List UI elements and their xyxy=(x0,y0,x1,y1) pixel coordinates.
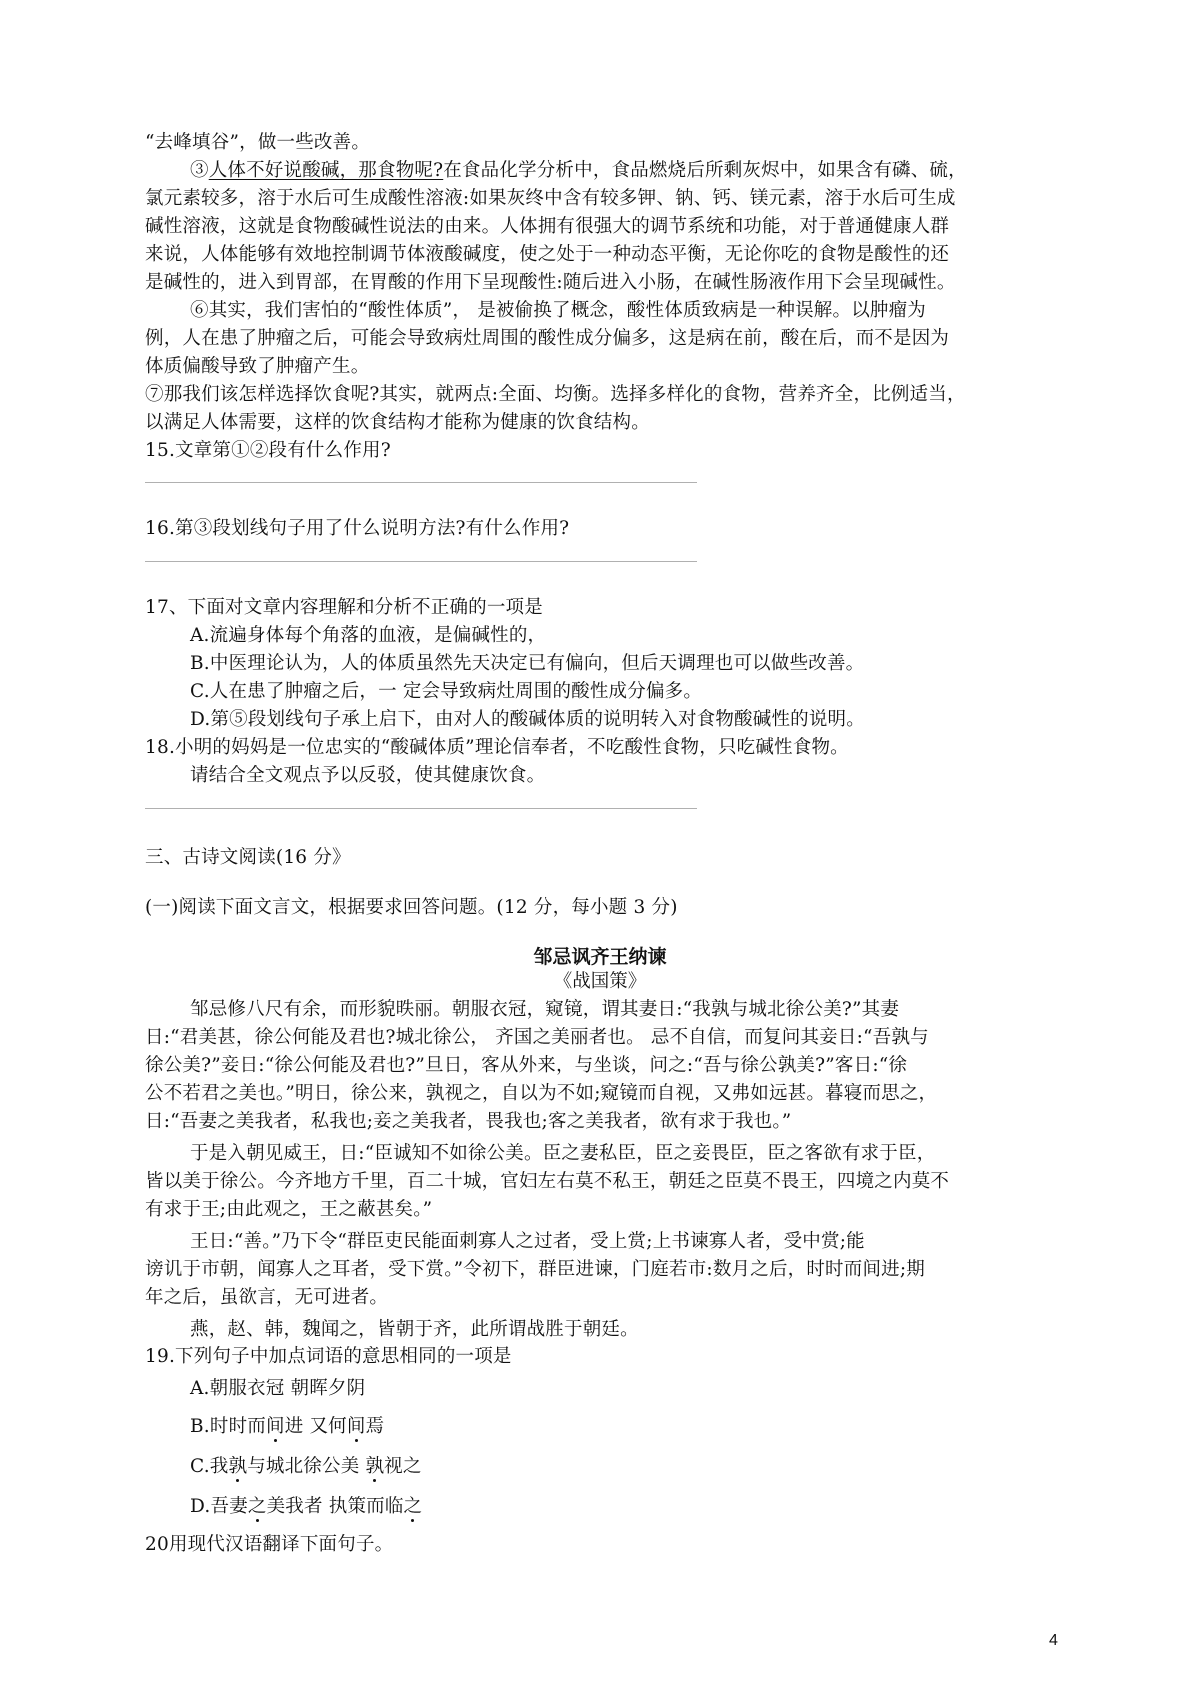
option-text: D.吾妻 xyxy=(190,1496,248,1517)
answer-line xyxy=(145,808,697,809)
question-18: 18.小明的妈妈是一位忠实的“酸碱体质”理论信奉者，不吃酸性食物，只吃碱性食物。 xyxy=(145,737,849,758)
dotted-word: 之 xyxy=(247,1496,267,1517)
passage-line: 年之后，虽欲言，无可进者。 xyxy=(145,1287,389,1308)
passage-line: 于是入朝见威王，日:“臣诚知不如徐公美。臣之妻私臣，臣之妾畏臣，臣之客欲有求于臣， xyxy=(190,1143,936,1164)
option-text: B.时时而 xyxy=(190,1416,266,1437)
answer-line xyxy=(145,482,697,483)
option-text: 美我者 执策而临 xyxy=(266,1496,404,1517)
question-18-continued: 请结合全文观点予以反驳，使其健康饮食。 xyxy=(190,765,546,786)
question-15: 15.文章第①②段有什么作用? xyxy=(145,440,391,461)
option-b xyxy=(190,1412,384,1442)
article-line: 碱性溶液，这就是食物酸碱性说法的由来。人体拥有很强大的调节系统和功能，对于普通健康人群 xyxy=(145,216,950,237)
dotted-word: 孰 xyxy=(228,1456,248,1477)
passage-title: 邹忌讽齐王纳谏 xyxy=(533,946,667,968)
option-text: 焉 xyxy=(365,1416,385,1437)
passage-line: 公不若君之美也。”明日，徐公来，孰视之，自以为不如;窥镜而自视，又弗如远甚。暮寝而思之， xyxy=(145,1083,938,1104)
option-a: A.流遍身体每个角落的血液，是偏碱性的， xyxy=(190,625,547,646)
passage-line: 日:“吾妻之美我者，私我也;妾之美我者，畏我也;客之美我者，欲有求于我也。” xyxy=(145,1111,792,1132)
option-c xyxy=(190,1452,422,1482)
passage-line: 日:“君美甚，徐公何能及君也?城北徐公， 齐国之美丽者也。 忌不自信，而复问其妾日:“吾孰与 xyxy=(145,1027,929,1048)
passage-source: 《战国策》 xyxy=(553,971,647,992)
option-text: 视之 xyxy=(384,1456,422,1477)
underlined-sentence: 人体不好说酸碱，那食物呢? xyxy=(208,160,444,181)
passage-line: 邹忌修八尺有余，而形貌昳丽。朝服衣冠，窥镜，谓其妻日:“我孰与城北徐公美?”其妻 xyxy=(190,999,900,1020)
article-line: 体质偏酸导致了肿瘤产生。 xyxy=(145,356,370,377)
paragraph-marker: ③ xyxy=(190,160,209,181)
question-20: 20用现代汉语翻译下面句子。 xyxy=(145,1534,394,1555)
option-d: D.第⑤段划线句子承上启下，由对人的酸碱体质的说明转入对食物酸碱性的说明。 xyxy=(190,709,865,730)
option-d xyxy=(190,1492,422,1522)
article-line: 是碱性的，进入到胃部，在胃酸的作用下呈现酸性:随后进入小肠，在碱性肠液作用下会呈现碱性。 xyxy=(145,272,956,293)
answer-line xyxy=(145,561,697,562)
article-line xyxy=(190,156,967,186)
section-heading: 三、古诗文阅读(16 分》 xyxy=(145,847,351,868)
option-text: 进 又何 xyxy=(284,1416,347,1437)
option-text: C.我 xyxy=(190,1456,229,1477)
passage-line: 徐公美?”妾日:“徐公何能及君也?”旦日，客从外来，与坐谈，问之:“吾与徐公孰美?”客日:“徐 xyxy=(145,1055,908,1076)
page-number: 4 xyxy=(1049,1632,1058,1649)
passage-line: 谤讥于市朝，闻寡人之耳者，受下赏。”令初下，群臣进谏，门庭若市:数月之后，时时而间进;期 xyxy=(145,1259,925,1280)
option-a: A.朝服衣冠 朝晖夕阴 xyxy=(190,1378,366,1399)
dotted-word: 之 xyxy=(403,1496,423,1517)
passage-line: 皆以美于徐公。今齐地方千里，百二十城，官妇左右莫不私王，朝廷之臣莫不畏王，四境之内莫不 xyxy=(145,1171,950,1192)
article-line: ⑥其实，我们害怕的“酸性体质”， 是被偷换了概念，酸性体质致病是一种误解。以肿瘤为 xyxy=(190,300,926,321)
dotted-word: 间 xyxy=(346,1416,366,1437)
article-line: “去峰填谷”，做一些改善。 xyxy=(145,132,371,153)
option-b: B.中医理论认为，人的体质虽然先天决定已有偏向，但后天调理也可以做些改善。 xyxy=(190,653,865,674)
article-text: 在食品化学分析中，食品燃烧后所剩灰烬中，如果含有磷、硫， xyxy=(443,160,967,181)
question-19: 19.下列句子中加点词语的意思相同的一项是 xyxy=(145,1346,512,1367)
dotted-word: 间 xyxy=(265,1416,285,1437)
article-line: 来说，人体能够有效地控制调节体液酸碱度，使之处于一种动态平衡，无论你吃的食物是酸性的还 xyxy=(145,244,950,265)
dotted-word: 孰 xyxy=(365,1456,385,1477)
passage-line: 燕，赵、韩，魏闻之，皆朝于齐，此所谓战胜于朝廷。 xyxy=(190,1319,639,1340)
section-subheading: (一)阅读下面文言文，根据要求回答问题。(12 分，每小题 3 分) xyxy=(145,897,678,918)
article-line: 氯元素较多，溶于水后可生成酸性溶液:如果灰终中含有较多钾、钠、钙、镁元素，溶于水后可生成 xyxy=(145,188,956,209)
option-c: C.人在患了肿瘤之后，一 定会导致病灶周围的酸性成分偏多。 xyxy=(190,681,703,702)
article-line: 以满足人体需要，这样的饮食结构才能称为健康的饮食结构。 xyxy=(145,412,650,433)
article-line: 例，人在患了肿瘤之后，可能会导致病灶周围的酸性成分偏多，这是病在前，酸在后，而不是因为 xyxy=(145,328,950,349)
question-16: 16.第③段划线句子用了什么说明方法?有什么作用? xyxy=(145,518,570,539)
option-text: 与城北徐公美 xyxy=(247,1456,366,1477)
question-17: 17、下面对文章内容理解和分析不正确的一项是 xyxy=(145,597,543,618)
passage-line: 有求于王;由此观之，王之蔽甚矣。” xyxy=(145,1199,433,1220)
passage-line: 王日:“善。”乃下令“群臣吏民能面刺寡人之过者，受上赏;上书谏寡人者，受中赏;能 xyxy=(190,1231,865,1252)
article-line: ⑦那我们该怎样选择饮食呢?其实，就两点:全面、均衡。选择多样化的食物，营养齐全，比例适当， xyxy=(145,384,966,405)
